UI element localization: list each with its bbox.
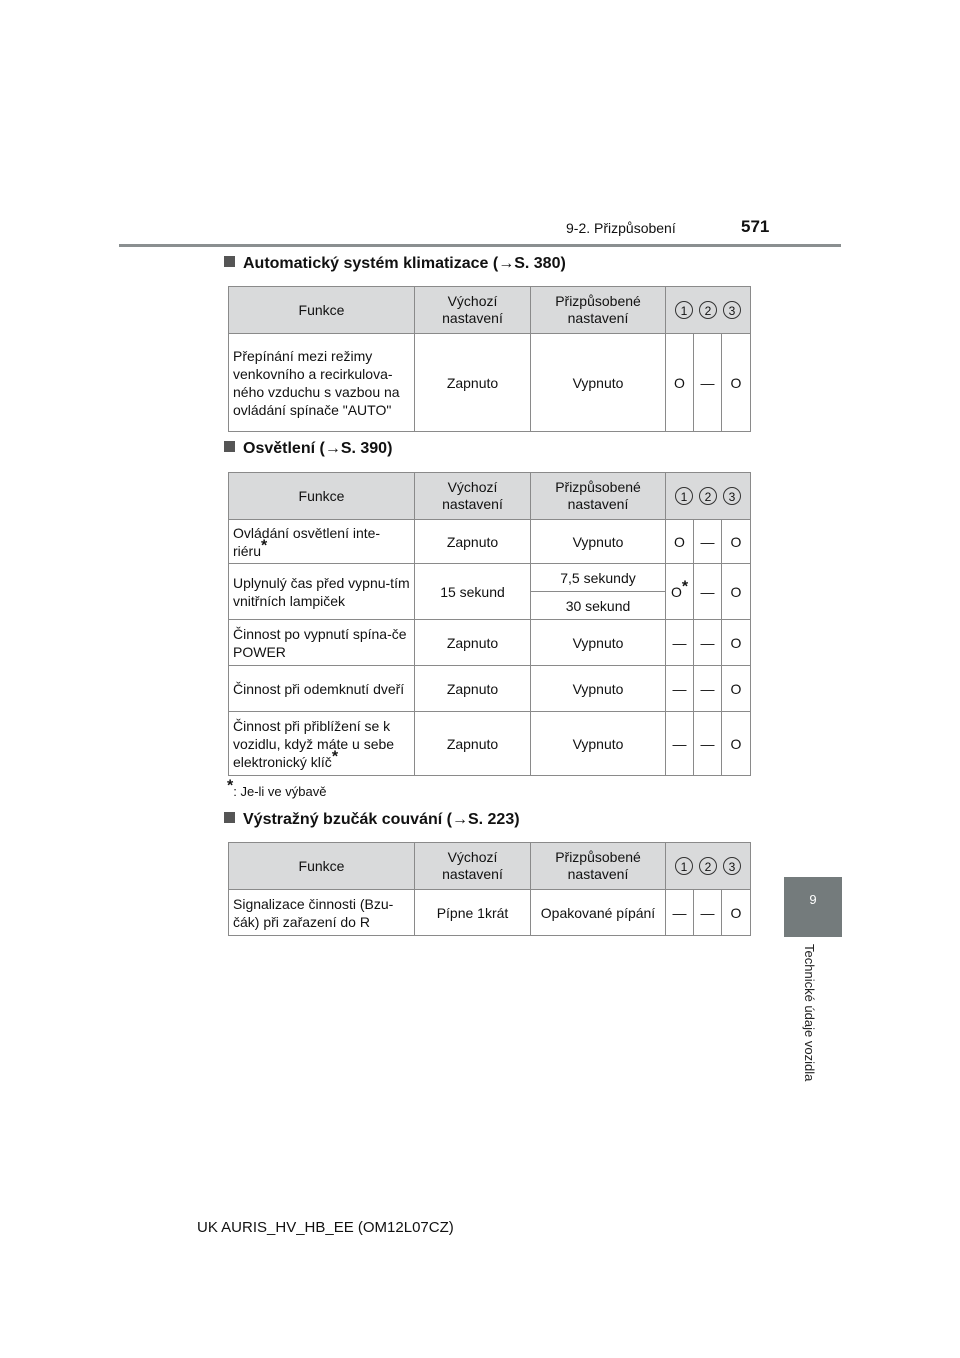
cell-custom: Opakované pípání bbox=[531, 890, 666, 936]
circled-2-icon: 2 bbox=[699, 857, 717, 875]
footnote-star: * bbox=[261, 536, 268, 554]
page-ref: →S. 380) bbox=[498, 255, 566, 272]
table-row bbox=[229, 712, 751, 776]
cell-custom-b: 30 sekund bbox=[531, 592, 666, 620]
cell-function: Signalizace činnosti (Bzu-čák) při zařazení do R bbox=[229, 890, 415, 936]
table-header-row bbox=[229, 287, 751, 334]
col-custom: Přizpůsobené nastavení bbox=[531, 473, 666, 520]
climate-table bbox=[228, 286, 751, 432]
col-custom: Přizpůsobené nastavení bbox=[531, 843, 666, 890]
table-header-row bbox=[229, 473, 751, 520]
cell-c3: O bbox=[722, 712, 751, 776]
table-row bbox=[229, 890, 751, 936]
page-ref: →S. 390) bbox=[324, 440, 393, 457]
page-ref: →S. 223) bbox=[451, 811, 520, 828]
footer-model-code: UK AURIS_HV_HB_EE (OM12L07CZ) bbox=[197, 1219, 454, 1236]
c1-text: O bbox=[670, 583, 682, 600]
table-row bbox=[229, 666, 751, 712]
table-row bbox=[229, 334, 751, 432]
function-text: Ovládání osvětlení inte-riéru bbox=[233, 524, 381, 559]
header-rule bbox=[119, 244, 841, 247]
cell-c3: O bbox=[722, 890, 751, 936]
cell-c3: O bbox=[722, 520, 751, 564]
circled-3-icon: 3 bbox=[723, 301, 741, 319]
cell-custom: Vypnuto bbox=[531, 620, 666, 666]
cell-custom: Vypnuto bbox=[531, 712, 666, 776]
cell-c1: — bbox=[666, 620, 694, 666]
cell-function bbox=[229, 520, 415, 564]
square-bullet-icon bbox=[224, 441, 235, 452]
cell-c2: — bbox=[694, 564, 722, 620]
cell-default: Zapnuto bbox=[415, 666, 531, 712]
cell-custom: Vypnuto bbox=[531, 334, 666, 432]
col-default: Výchozí nastavení bbox=[415, 473, 531, 520]
col-function: Funkce bbox=[229, 843, 415, 890]
cell-c1: O bbox=[666, 334, 694, 432]
cell-default: Zapnuto bbox=[415, 334, 531, 432]
col-custom: Přizpůsobené nastavení bbox=[531, 287, 666, 334]
function-text: Činnost při přiblížení se k vozidlu, když máte u sebe elektronický klíč bbox=[233, 717, 395, 770]
heading-text: Automatický systém klimatizace ( bbox=[243, 255, 499, 272]
header-section-title: 9-2. Přizpůsobení bbox=[566, 220, 676, 236]
footnote-star: * bbox=[227, 777, 234, 795]
square-bullet-icon bbox=[224, 256, 235, 267]
footnote bbox=[227, 777, 327, 799]
buzzer-table bbox=[228, 842, 751, 936]
cell-function bbox=[229, 712, 415, 776]
table-header-row bbox=[229, 843, 751, 890]
cell-function: Činnost po vypnutí spína-če POWER bbox=[229, 620, 415, 666]
cell-c2: — bbox=[694, 666, 722, 712]
page-number: 571 bbox=[741, 217, 770, 236]
section-heading-buzzer bbox=[224, 811, 520, 829]
cell-default: Pípne 1krát bbox=[415, 890, 531, 936]
col-numbers bbox=[666, 287, 751, 334]
cell-c2: — bbox=[694, 712, 722, 776]
col-function: Funkce bbox=[229, 287, 415, 334]
section-heading-lighting bbox=[224, 440, 392, 458]
footnote-star: * bbox=[331, 747, 339, 765]
table-row bbox=[229, 620, 751, 666]
heading-text: Výstražný bzučák couvání ( bbox=[243, 811, 452, 828]
circled-3-icon: 3 bbox=[723, 487, 741, 505]
circled-2-icon: 2 bbox=[699, 487, 717, 505]
cell-c3: O bbox=[722, 334, 751, 432]
chapter-label: Technické údaje vozidla bbox=[802, 944, 817, 1082]
col-default: Výchozí nastavení bbox=[415, 287, 531, 334]
footnote-text: : Je-li ve výbavě bbox=[233, 784, 327, 799]
cell-c2: — bbox=[694, 520, 722, 564]
col-default: Výchozí nastavení bbox=[415, 843, 531, 890]
cell-custom-a: 7,5 sekundy bbox=[531, 564, 666, 592]
cell-c2: — bbox=[694, 620, 722, 666]
cell-function: Uplynulý čas před vypnu-tím vnitřních lampiček bbox=[229, 564, 415, 620]
cell-c2: — bbox=[694, 334, 722, 432]
cell-default: 15 sekund bbox=[415, 564, 531, 620]
cell-c1 bbox=[666, 564, 694, 620]
circled-1-icon: 1 bbox=[675, 487, 693, 505]
cell-custom: Vypnuto bbox=[531, 520, 666, 564]
cell-c3: O bbox=[722, 666, 751, 712]
table-row bbox=[229, 564, 751, 592]
col-numbers bbox=[666, 843, 751, 890]
square-bullet-icon bbox=[224, 812, 235, 823]
circled-1-icon: 1 bbox=[675, 301, 693, 319]
footnote-star: * bbox=[681, 577, 689, 595]
section-heading-climate bbox=[224, 255, 566, 273]
cell-c1: — bbox=[666, 666, 694, 712]
cell-c1: — bbox=[666, 890, 694, 936]
cell-default: Zapnuto bbox=[415, 712, 531, 776]
circled-2-icon: 2 bbox=[699, 301, 717, 319]
cell-default: Zapnuto bbox=[415, 620, 531, 666]
table-row bbox=[229, 520, 751, 564]
circled-1-icon: 1 bbox=[675, 857, 693, 875]
col-function: Funkce bbox=[229, 473, 415, 520]
cell-custom: Vypnuto bbox=[531, 666, 666, 712]
lighting-table bbox=[228, 472, 751, 776]
cell-c2: — bbox=[694, 890, 722, 936]
col-numbers bbox=[666, 473, 751, 520]
cell-c1: O bbox=[666, 520, 694, 564]
heading-text: Osvětlení ( bbox=[243, 440, 325, 457]
cell-function: Činnost při odemknutí dveří bbox=[229, 666, 415, 712]
cell-function: Přepínání mezi režimy venkovního a recirkulova-ného vzduchu s vazbou na ovládání spínače "AUTO" bbox=[229, 334, 415, 432]
cell-default: Zapnuto bbox=[415, 520, 531, 564]
cell-c1: — bbox=[666, 712, 694, 776]
cell-c3: O bbox=[722, 620, 751, 666]
chapter-tab: 9 bbox=[784, 877, 842, 937]
cell-c3: O bbox=[722, 564, 751, 620]
circled-3-icon: 3 bbox=[723, 857, 741, 875]
